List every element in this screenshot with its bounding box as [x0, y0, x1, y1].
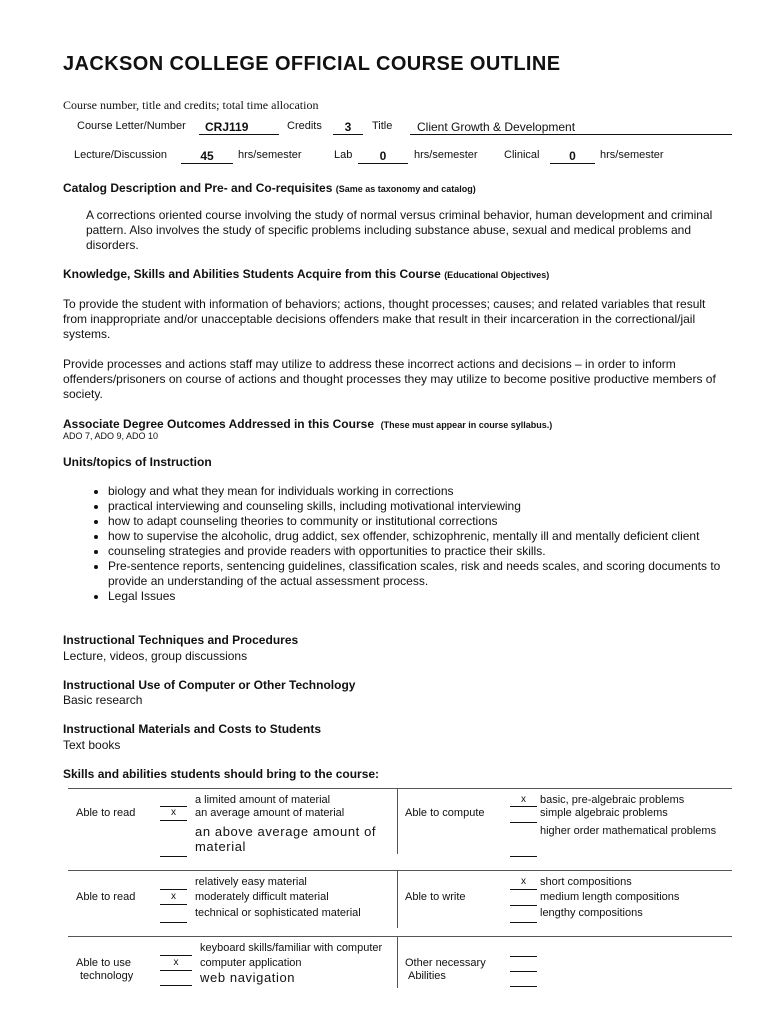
- option-label: an average amount of material: [195, 807, 345, 819]
- option-label: computer application: [200, 957, 302, 969]
- outcomes-heading: Associate Degree Outcomes Addressed in this Course (These must appear in course syllabus.): [63, 417, 553, 431]
- table-divider: [397, 788, 398, 854]
- option-label: web navigation: [200, 970, 296, 985]
- table-rule: [68, 936, 732, 937]
- checkbox-blank[interactable]: [510, 809, 537, 823]
- option-label: relatively easy material: [195, 876, 307, 888]
- checkbox-blank[interactable]: [160, 942, 192, 956]
- row3-right-label: Other necessary: [405, 957, 486, 969]
- option-label: basic, pre-algebraic problems: [540, 794, 685, 806]
- skills-heading: Skills and abilities students should bring to the course:: [63, 767, 380, 781]
- list-item: • how to adapt counseling theories to community or institutional corrections: [108, 514, 758, 529]
- list-item: • counseling strategies and provide readers with opportunities to practice their skills.: [108, 544, 758, 559]
- materials-heading: Instructional Materials and Costs to Students: [63, 722, 322, 736]
- row2-left-label: Able to read: [76, 891, 136, 903]
- clinical-value: 0: [550, 149, 595, 164]
- checkbox-blank[interactable]: x: [510, 794, 537, 807]
- course-letter-label: Course Letter/Number: [77, 120, 186, 132]
- lecture-unit: hrs/semester: [238, 149, 302, 161]
- row3-left-label: technology: [80, 970, 134, 982]
- checkbox-blank[interactable]: [160, 794, 187, 807]
- document-title: JACKSON COLLEGE OFFICIAL COURSE OUTLINE: [63, 53, 561, 75]
- lecture-value: 45: [181, 149, 233, 164]
- row3-right-label: Abilities: [408, 970, 446, 982]
- lecture-label: Lecture/Discussion: [74, 149, 167, 161]
- title-value: Client Growth & Development: [410, 120, 732, 135]
- row1-left-label: Able to read: [76, 807, 136, 819]
- materials-text: Text books: [63, 738, 121, 752]
- units-list: [63, 484, 758, 604]
- catalog-description: A corrections oriented course involving the study of normal versus criminal behavior, human development and criminal pattern. Also involves the study of specific problems including substance abuse, sexual and medical problems and disorders.: [86, 208, 713, 252]
- checkbox-blank[interactable]: x: [160, 807, 187, 821]
- checkbox-blank[interactable]: x: [160, 957, 192, 971]
- option-label: moderately difficult material: [195, 891, 329, 903]
- checkbox-blank[interactable]: [160, 909, 187, 923]
- table-divider: [397, 936, 398, 988]
- lab-value: 0: [358, 149, 408, 164]
- row2-right-label: Able to write: [405, 891, 466, 903]
- title-label: Title: [372, 120, 393, 132]
- table-rule: [68, 870, 732, 871]
- checkbox-blank[interactable]: x: [160, 891, 187, 905]
- technology-text: Basic research: [63, 693, 143, 707]
- checkbox-blank[interactable]: [160, 843, 187, 857]
- option-label: simple algebraic problems: [540, 807, 668, 819]
- checkbox-blank[interactable]: [510, 843, 537, 857]
- option-label: technical or sophisticated material: [195, 907, 361, 919]
- option-label: medium length compositions: [540, 891, 680, 903]
- option-label: keyboard skills/familiar with computer: [200, 942, 383, 954]
- knowledge-heading: Knowledge, Skills and Abilities Students Acquire from this Course (Educational Objectives): [63, 267, 550, 281]
- list-item: • how to supervise the alcoholic, drug addict, sex offender, schizophrenic, mentally ill and mentally deficient client: [108, 529, 758, 544]
- list-item: • Pre-sentence reports, sentencing guidelines, classification scales, risk and needs scales, and scoring documents to provide an understanding of the actual assessment process.: [108, 559, 758, 589]
- units-heading: Units/topics of Instruction: [63, 455, 212, 469]
- checkbox-blank[interactable]: [510, 958, 537, 972]
- techniques-text: Lecture, videos, group discussions: [63, 649, 248, 663]
- option-label: short compositions: [540, 876, 632, 888]
- knowledge-paragraph-1: To provide the student with information of behaviors; actions, thought processes; causes; and related variables that result from inappropriate and/or unacceptable decisions offenders make that result in their incarceration in the correctional/jail systems.: [63, 297, 706, 341]
- catalog-heading: Catalog Description and Pre- and Co-requisites (Same as taxonomy and catalog): [63, 181, 476, 195]
- option-label: higher order mathematical problems: [540, 825, 717, 837]
- course-letter-value: CRJ119: [199, 120, 279, 135]
- clinical-label: Clinical: [504, 149, 540, 161]
- knowledge-paragraph-2: Provide processes and actions staff may utilize to address these incorrect actions and decisions – in order to inform offenders/prisoners on course of actions and thought processes they may utilize to become positive productive members of society.: [63, 357, 716, 401]
- outcomes-text: ADO 7, ADO 9, ADO 10: [63, 431, 159, 441]
- checkbox-blank[interactable]: [510, 892, 537, 906]
- checkbox-blank[interactable]: [160, 876, 187, 890]
- credits-value: 3: [333, 120, 363, 135]
- lab-unit: hrs/semester: [414, 149, 478, 161]
- list-item: • Legal Issues: [108, 589, 758, 604]
- row3-left-label: Able to use: [76, 957, 132, 969]
- list-item: • practical interviewing and counseling skills, including motivational interviewing: [108, 499, 758, 514]
- list-item: • biology and what they mean for individuals working in corrections: [108, 484, 758, 499]
- checkbox-blank[interactable]: [510, 943, 537, 957]
- checkbox-blank[interactable]: [160, 972, 192, 986]
- option-label: lengthy compositions: [540, 907, 643, 919]
- credits-label: Credits: [287, 120, 322, 132]
- lab-label: Lab: [334, 149, 353, 161]
- technology-heading: Instructional Use of Computer or Other Technology: [63, 678, 356, 692]
- checkbox-blank[interactable]: [510, 909, 537, 923]
- table-divider: [397, 870, 398, 928]
- section-subtitle: Course number, title and credits; total time allocation: [63, 98, 319, 112]
- option-label: a limited amount of material: [195, 794, 331, 806]
- table-rule: [68, 788, 732, 789]
- checkbox-blank[interactable]: [510, 973, 537, 987]
- option-label: an above average amount of material: [195, 824, 377, 854]
- row1-right-label: Able to compute: [405, 807, 485, 819]
- clinical-unit: hrs/semester: [600, 149, 664, 161]
- techniques-heading: Instructional Techniques and Procedures: [63, 633, 299, 647]
- checkbox-blank[interactable]: x: [510, 876, 537, 890]
